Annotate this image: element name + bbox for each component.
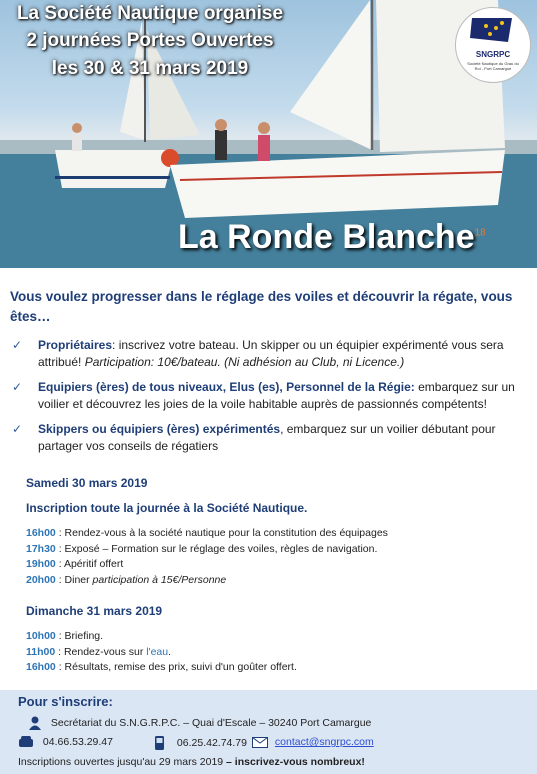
schedule-text: : Apéritif offert (55, 558, 124, 570)
logo-subtitle: Société Nautique du Grau du Roi - Port Camargue (467, 61, 519, 71)
schedule-time: 11h00 (26, 645, 56, 658)
sunday-schedule (26, 629, 526, 676)
email-link[interactable]: contact@sngrpc.com (274, 736, 374, 748)
check-icon: ✓ (12, 422, 23, 436)
schedule-text: : Exposé – Formation sur le réglage des voiles, règles de navigation. (55, 542, 378, 555)
schedule-after: . (168, 645, 172, 658)
header-line-2: 2 journées Portes Ouvertes (26, 30, 274, 51)
bullet-bold: Propriétaires (38, 338, 113, 352)
note-plain: Inscriptions ouvertes jusqu'au 29 mars 2019 (18, 756, 227, 768)
person-icon (28, 716, 42, 730)
email-row (252, 736, 374, 748)
schedule-item (26, 645, 526, 661)
logo-text: SNGRPC (475, 50, 511, 59)
schedule-item (26, 542, 526, 558)
schedule-time: 16h00 (26, 661, 56, 673)
phone-row (18, 736, 113, 748)
bullet-text: : inscrivez votre bateau. Un skipper ou un équipier expérimenté vous sera attribué! (38, 338, 504, 369)
check-icon: ✓ (12, 338, 23, 352)
phone-number: 04.66.53.29.47 (42, 736, 113, 748)
address-text: Secrétariat du S.N.G.R.P.C. – Quai d'Escale – 30240 Port Camargue (50, 716, 372, 729)
schedule-item (26, 629, 526, 645)
registration-footer (0, 690, 537, 774)
club-logo (455, 7, 531, 83)
envelope-icon (252, 737, 268, 748)
bullet-bold: Equipiers (ères) de tous niveaux, Elus (es), Personnel de la Régie: (38, 380, 415, 394)
schedule-time: 10h00 (26, 630, 56, 642)
schedule-italic: participation à 15€/Personne (92, 573, 227, 586)
bullet-bold: Skippers ou équipiers (ères) expérimentés (38, 422, 281, 436)
address-row (28, 716, 371, 730)
flag-icon (456, 8, 530, 50)
header-line-3: les 30 & 31 mars 2019 (51, 58, 249, 79)
bullet-crew (12, 379, 527, 413)
schedule-text: : Résultats, remise des prix, suivi d'un goûter offert. (55, 661, 297, 673)
mobile-row (155, 736, 247, 750)
schedule-text: : Rendez-vous sur (55, 645, 147, 658)
schedule-item (26, 660, 526, 676)
schedule-item (26, 573, 526, 589)
bullet-owners (12, 337, 527, 371)
footer-title: Pour s'inscrire: (18, 694, 113, 709)
intro-text: Vous voulez progresser dans le réglage des voiles et découvrir la régate, vous êtes… (10, 289, 513, 324)
check-icon: ✓ (12, 380, 23, 394)
schedule-time: 19h00 (26, 558, 56, 570)
bullet-skippers (12, 421, 527, 455)
schedule-item (26, 526, 526, 542)
header-line-1: La Société Nautique organise (16, 3, 284, 24)
sunday-title: Dimanche 31 mars 2019 (26, 604, 163, 618)
hero-photo (0, 0, 537, 268)
event-edition: 18 (474, 227, 486, 239)
bullet-italic: Participation: 10€/bateau. (Ni adhésion au Club, ni Licence.) (84, 355, 405, 369)
mobile-number: 06.25.42.74.79 (176, 736, 247, 749)
schedule-time: 16h00 (26, 527, 56, 539)
event-title (178, 218, 486, 257)
saturday-title: Samedi 30 mars 2019 (26, 476, 148, 490)
schedule-text: : Briefing. (55, 630, 104, 642)
note-bold: – inscrivez-vous nombreux! (226, 756, 365, 768)
bullet-text: embarquez sur un voilier et découvrez les joies de la voile habitable auprès de passionnés compétents! (38, 380, 515, 411)
bullet-text: , embarquez sur un voilier débutant pour partager vos conseils de régatiers (38, 422, 496, 453)
mobile-phone-icon (155, 736, 164, 750)
schedule-text: : Diner (55, 573, 93, 586)
saturday-subtitle: Inscription toute la journée à la Société Nautique. (26, 501, 308, 515)
event-title-text: La Ronde Blanche (178, 218, 475, 256)
schedule-item (26, 557, 526, 573)
schedule-link-word: l'eau (146, 645, 169, 658)
phone-icon (18, 736, 34, 748)
registration-note (18, 756, 365, 768)
schedule-time: 20h00 (26, 573, 56, 586)
schedule-time: 17h30 (26, 542, 56, 555)
schedule-text: : Rendez-vous à la société nautique pour la constitution des équipages (55, 527, 388, 539)
saturday-schedule (26, 526, 526, 588)
